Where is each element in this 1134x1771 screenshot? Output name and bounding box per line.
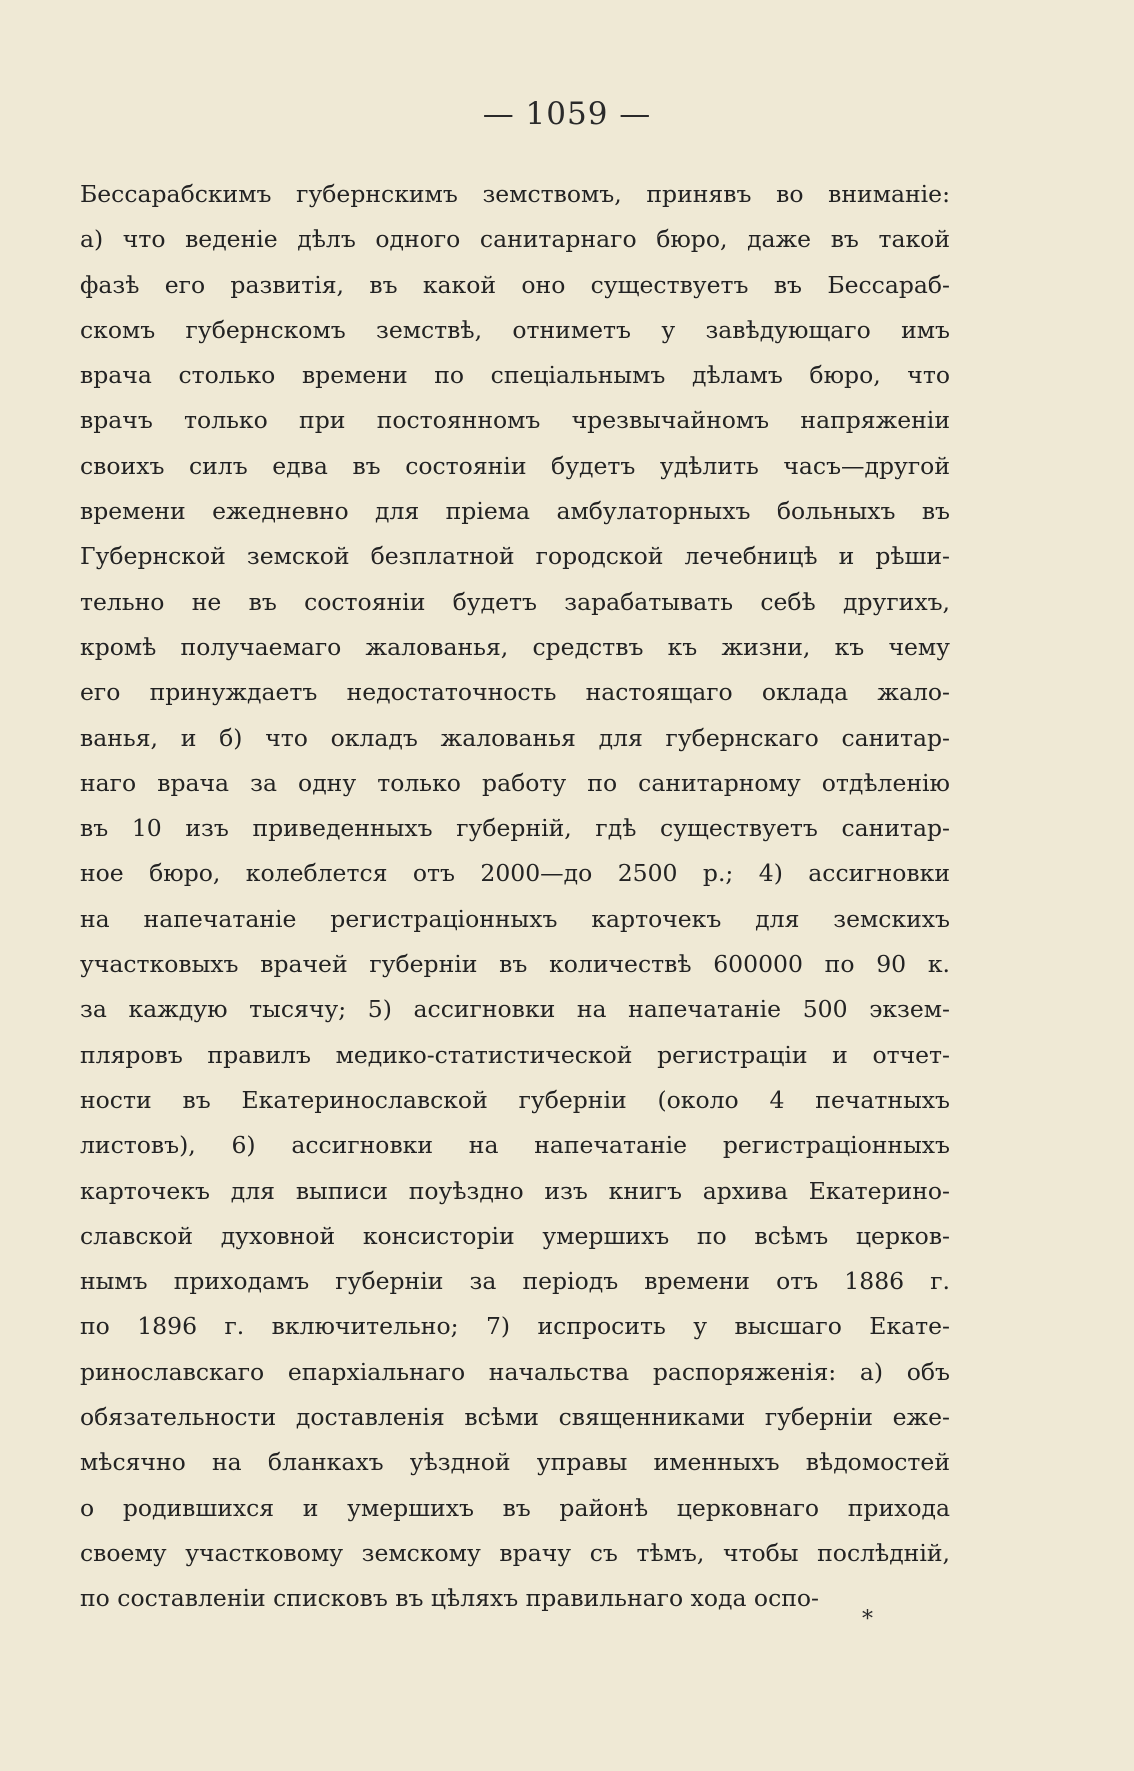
text-line: фазѣ его развитія, въ какой оно существуетъ въ Бессараб-	[80, 270, 950, 299]
text-line: ринославскаго епархіальнаго начальства распоряженія: а) объ	[80, 1357, 950, 1386]
text-line: Губернской земской безплатной городской лечебницѣ и рѣши-	[80, 542, 950, 571]
text-line: а) что веденіе дѣлъ одного санитарнаго бюро, даже въ такой	[80, 225, 950, 254]
text-line: врачъ только при постоянномъ чрезвычайномъ напряженіи	[80, 406, 950, 435]
text-line: времени ежедневно для пріема амбулаторныхъ больныхъ въ	[80, 497, 950, 526]
text-line: мѣсячно на бланкахъ уѣздной управы именныхъ вѣдомостей	[80, 1448, 950, 1477]
page-number: — 1059 —	[482, 96, 652, 132]
footnote-mark: *	[862, 1607, 873, 1632]
text-line: пляровъ правилъ медико-статистической регистраціи и отчет-	[80, 1040, 950, 1069]
text-line: своему участковому земскому врачу съ тѣмъ, чтобы послѣдній,	[80, 1538, 950, 1567]
text-line: наго врача за одну только работу по санитарному отдѣленію	[80, 768, 950, 797]
text-line: кромѣ получаемаго жалованья, средствъ къ жизни, къ чему	[80, 632, 950, 661]
text-line: его принуждаетъ недостаточность настоящаго оклада жало-	[80, 678, 950, 707]
text-line: ное бюро, колеблется отъ 2000—до 2500 р.; 4) ассигновки	[80, 859, 950, 888]
text-line: славской духовной консисторіи умершихъ по всѣмъ церков-	[80, 1221, 950, 1250]
text-line: тельно не въ состояніи будетъ зарабатывать себѣ другихъ,	[80, 587, 950, 616]
text-line: нымъ приходамъ губерніи за періодъ времени отъ 1886 г.	[80, 1267, 950, 1296]
text-line: Бессарабскимъ губернскимъ земствомъ, принявъ во вниманіе:	[80, 180, 950, 208]
text-line: врача столько времени по спеціальнымъ дѣламъ бюро, что	[80, 361, 950, 390]
body-text	[80, 172, 950, 1622]
text-line: ности въ Екатеринославской губерніи (около 4 печатныхъ	[80, 1085, 950, 1114]
text-line: въ 10 изъ приведенныхъ губерній, гдѣ существуетъ санитар-	[80, 814, 950, 843]
text-line: о родившихся и умершихъ въ районѣ церковнаго прихода	[80, 1493, 950, 1522]
text-line: своихъ силъ едва въ состояніи будетъ удѣлить часъ—другой	[80, 451, 950, 480]
text-line: скомъ губернскомъ земствѣ, отниметъ у завѣдующаго имъ	[80, 315, 950, 344]
text-line: на напечатаніе регистраціонныхъ карточекъ для земскихъ	[80, 904, 950, 933]
text-line: ванья, и б) что окладъ жалованья для губернскаго санитар-	[80, 723, 950, 752]
text-line: участковыхъ врачей губерніи въ количествѣ 600000 по 90 к.	[80, 950, 950, 979]
text-line: обязательности доставленія всѣми священниками губерніи еже-	[80, 1403, 950, 1432]
text-line: по 1896 г. включительно; 7) испросить у высшаго Екате-	[80, 1312, 950, 1341]
text-line: листовъ), 6) ассигновки на напечатаніе регистраціонныхъ	[80, 1131, 950, 1160]
text-line: по составленіи списковъ въ цѣляхъ правильнаго хода оспо-	[80, 1584, 819, 1613]
text-line: за каждую тысячу; 5) ассигновки на напечатаніе 500 экзем-	[80, 995, 950, 1024]
text-line: карточекъ для выписи поуѣздно изъ книгъ архива Екатерино-	[80, 1176, 950, 1205]
